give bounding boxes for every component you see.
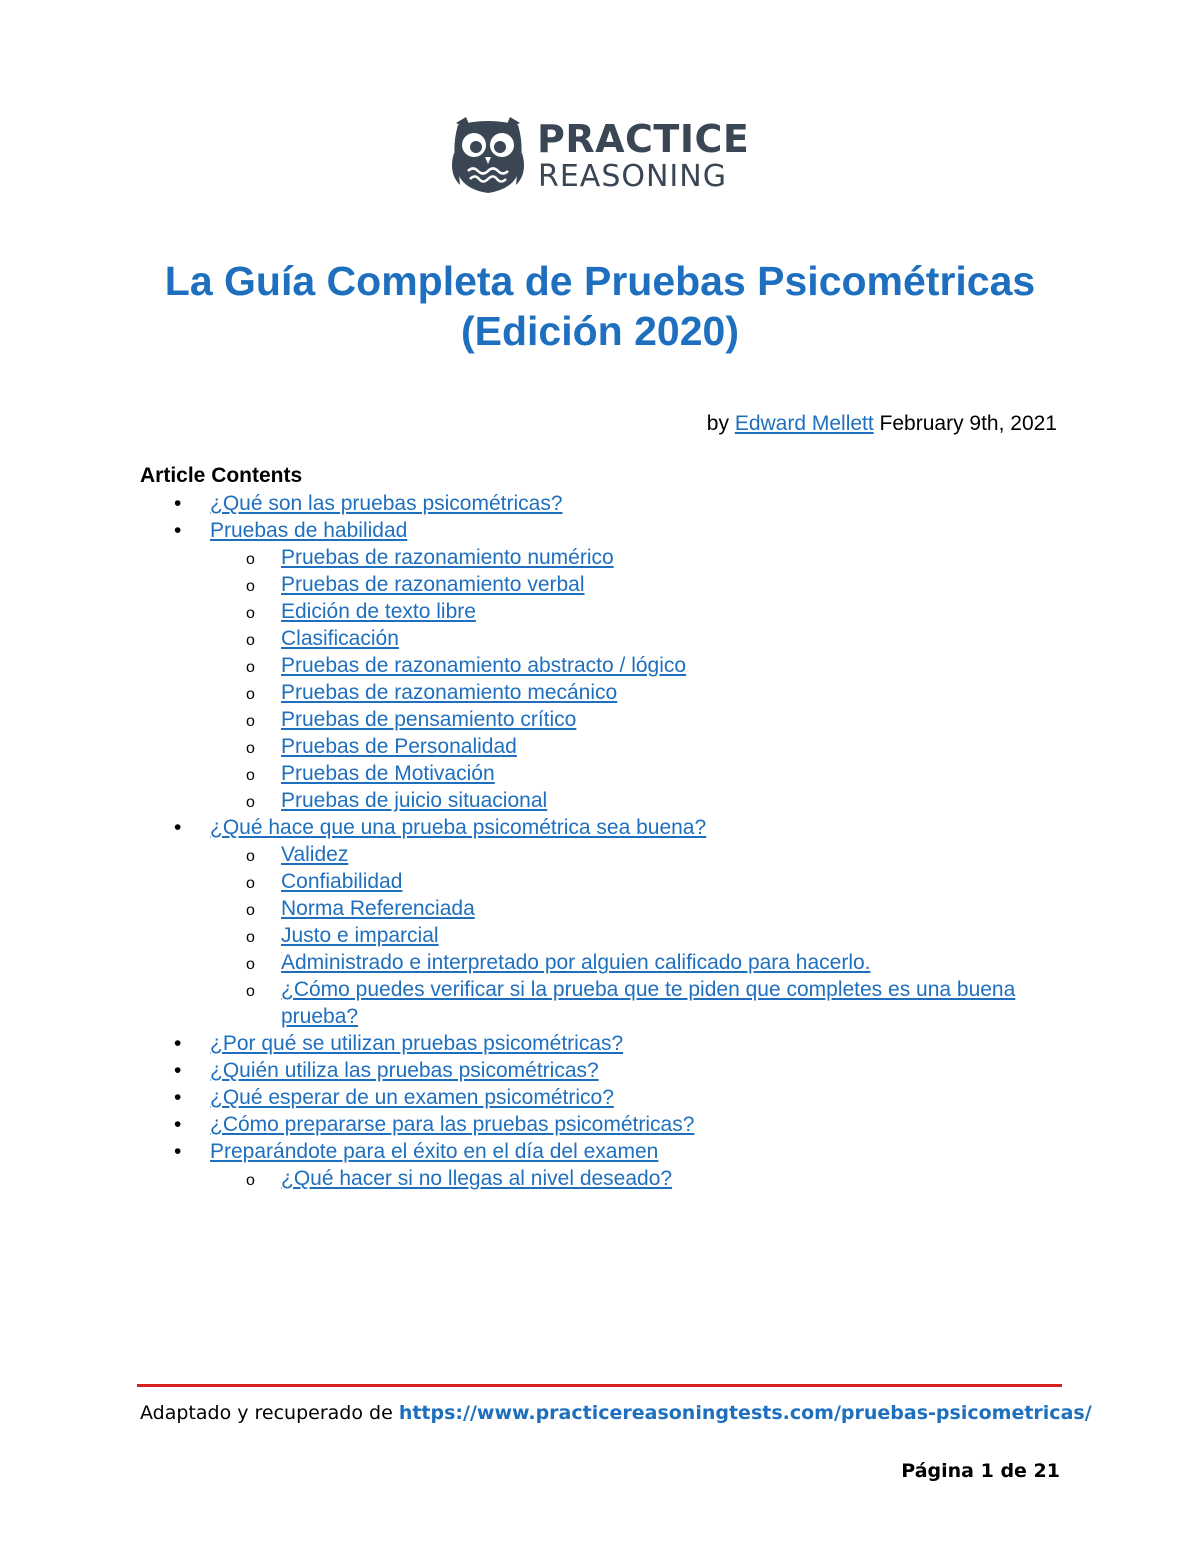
byline [707, 411, 1057, 437]
toc-item [0, 598, 1200, 625]
toc-item [0, 571, 1200, 598]
toc-item [0, 1030, 1200, 1057]
toc-item [0, 814, 1200, 841]
circle-bullet-icon: o [246, 632, 255, 649]
toc-link[interactable]: Administrado e interpretado por alguien calificado para hacerlo. [281, 951, 871, 974]
toc-item [0, 976, 1200, 1030]
toc-link[interactable]: ¿Qué hace que una prueba psicométrica sea buena? [210, 816, 707, 839]
toc-item [0, 706, 1200, 733]
toc-item [0, 895, 1200, 922]
bullet-icon: • [174, 1113, 182, 1136]
toc-link[interactable]: Pruebas de Personalidad [281, 735, 517, 758]
toc-link[interactable]: ¿Por qué se utilizan pruebas psicométricas? [210, 1032, 624, 1055]
toc-link[interactable]: Confiabilidad [281, 870, 403, 893]
source-attribution [140, 1400, 1092, 1426]
title-line-2: (Edición 2020) [461, 308, 739, 354]
logo-word-practice: PRACTICE [537, 117, 750, 161]
toc-link[interactable]: ¿Qué esperar de un examen psicométrico? [210, 1086, 614, 1109]
toc-link[interactable]: Clasificación [281, 627, 399, 650]
toc-item [0, 1057, 1200, 1084]
toc-item [0, 1138, 1200, 1165]
toc-item [0, 679, 1200, 706]
circle-bullet-icon: o [246, 578, 255, 595]
toc-link[interactable]: Pruebas de Motivación [281, 762, 495, 785]
circle-bullet-icon: o [246, 551, 255, 568]
toc-link[interactable]: Pruebas de razonamiento numérico [281, 546, 614, 569]
toc-item [0, 787, 1200, 814]
circle-bullet-icon: o [246, 740, 255, 757]
toc-item [0, 922, 1200, 949]
toc-link[interactable]: ¿Qué son las pruebas psicométricas? [210, 492, 563, 515]
toc-link[interactable]: Pruebas de razonamiento verbal [281, 573, 585, 596]
logo-word-reasoning: REASONING [538, 159, 727, 194]
toc-item [0, 625, 1200, 652]
circle-bullet-icon: o [246, 794, 255, 811]
toc-item [0, 1084, 1200, 1111]
toc-link[interactable]: ¿Cómo puedes verificar si la prueba que te piden que completes es una buena prueba? [281, 978, 1016, 1028]
toc-item [0, 1165, 1200, 1192]
circle-bullet-icon: o [246, 902, 255, 919]
toc-item [0, 490, 1200, 517]
circle-bullet-icon: o [246, 686, 255, 703]
circle-bullet-icon: o [246, 767, 255, 784]
toc-link[interactable]: ¿Cómo prepararse para las pruebas psicométricas? [210, 1113, 695, 1136]
circle-bullet-icon: o [246, 875, 255, 892]
toc-item [0, 949, 1200, 976]
toc-item [0, 733, 1200, 760]
toc-link[interactable]: Pruebas de razonamiento abstracto / lógico [281, 654, 687, 677]
toc-link[interactable]: ¿Quién utiliza las pruebas psicométricas? [210, 1059, 599, 1082]
toc-link[interactable]: Pruebas de juicio situacional [281, 789, 548, 812]
bullet-icon: • [174, 519, 182, 542]
toc-item [0, 544, 1200, 571]
circle-bullet-icon: o [246, 1172, 255, 1189]
toc-link[interactable]: Pruebas de pensamiento crítico [281, 708, 577, 731]
toc-link[interactable]: Edición de texto libre [281, 600, 476, 623]
circle-bullet-icon: o [246, 983, 255, 1000]
bullet-icon: • [174, 492, 182, 515]
title-line-1: La Guía Completa de Pruebas Psicométricas [164, 258, 1036, 304]
circle-bullet-icon: o [246, 848, 255, 865]
footer-divider [137, 1384, 1062, 1387]
toc-link[interactable]: Pruebas de habilidad [210, 519, 408, 542]
toc-item [0, 652, 1200, 679]
document-title [100, 256, 1100, 356]
circle-bullet-icon: o [246, 956, 255, 973]
toc-item [0, 1111, 1200, 1138]
toc-item [0, 868, 1200, 895]
toc-link[interactable]: Norma Referenciada [281, 897, 475, 920]
toc-link[interactable]: ¿Qué hacer si no llegas al nivel deseado? [281, 1167, 673, 1190]
source-prefix: Adaptado y recuperado de [140, 1402, 393, 1424]
toc-link[interactable]: Justo e imparcial [281, 924, 439, 947]
contents-heading: Article Contents [140, 464, 303, 487]
circle-bullet-icon: o [246, 713, 255, 730]
toc-item [0, 760, 1200, 787]
bullet-icon: • [174, 1032, 182, 1055]
bullet-icon: • [174, 1059, 182, 1082]
byline-prefix: by [706, 412, 729, 435]
toc-item [0, 841, 1200, 868]
author-link[interactable]: Edward Mellett [734, 412, 874, 435]
toc-link[interactable]: Pruebas de razonamiento mecánico [281, 681, 618, 704]
bullet-icon: • [174, 816, 182, 839]
owl-icon [450, 115, 526, 195]
bullet-icon: • [174, 1140, 182, 1163]
toc-item [0, 517, 1200, 544]
bullet-icon: • [174, 1086, 182, 1109]
source-url-link[interactable]: https://www.practicereasoningtests.com/pruebas-psicometricas/ [398, 1402, 1092, 1424]
circle-bullet-icon: o [246, 605, 255, 622]
circle-bullet-icon: o [246, 929, 255, 946]
table-of-contents [0, 490, 1200, 1192]
toc-link[interactable]: Validez [281, 843, 349, 866]
circle-bullet-icon: o [246, 659, 255, 676]
toc-link[interactable]: Preparándote para el éxito en el día del examen [210, 1140, 659, 1163]
publish-date: February 9th, 2021 [879, 412, 1057, 435]
practice-reasoning-logo [450, 110, 760, 205]
page-number: Página 1 de 21 [901, 1460, 1060, 1482]
